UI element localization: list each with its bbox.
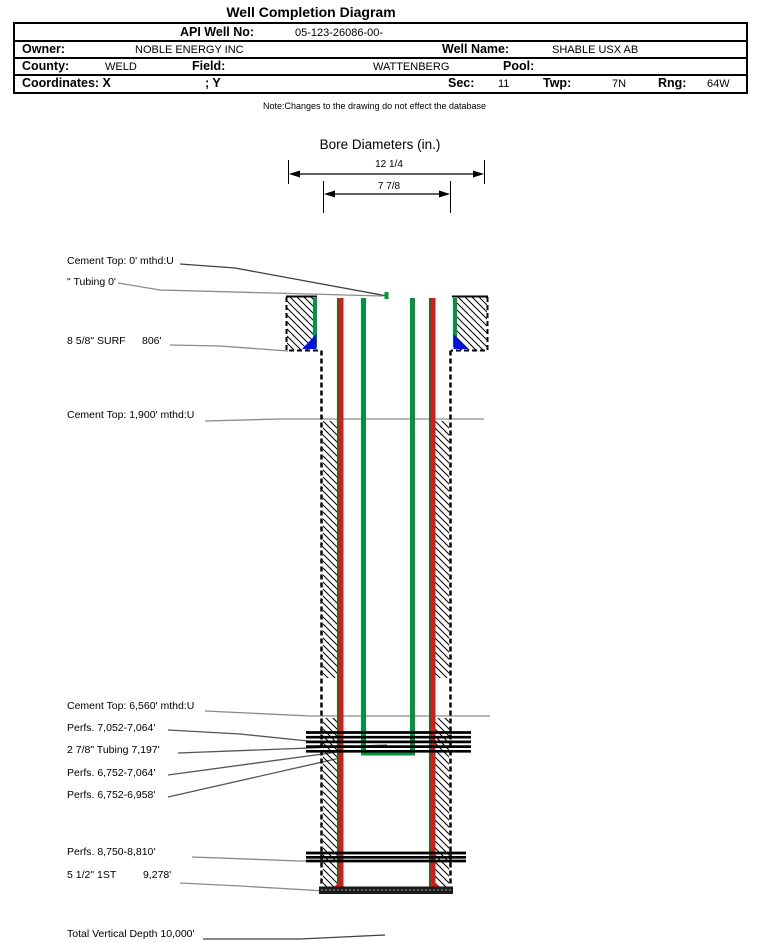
inner-diameter-dimension-line (324, 191, 450, 198)
production-casing-label: 5 1/2" 1ST (67, 869, 117, 881)
perfs-6752-7064-label: Perfs. 6,752-7,064' (67, 767, 156, 779)
tubing-0-label: " Tubing 0' (67, 276, 116, 288)
well-name-value: SHABLE USX AB (552, 44, 639, 56)
owner-label: Owner: (22, 42, 66, 56)
production-casing-depth-label: 9,278' (143, 869, 172, 881)
field-label: Field: (192, 59, 226, 73)
page-title: Well Completion Diagram (226, 4, 396, 20)
rng-value: 64W (707, 78, 730, 90)
perfs-8750-8810-label: Perfs. 8,750-8,810' (67, 846, 156, 858)
cement-top-6560-label: Cement Top: 6,560' mthd:U (67, 700, 195, 712)
api-label: API Well No: (180, 25, 255, 39)
rng-label: Rng: (658, 76, 687, 90)
county-label: County: (22, 59, 70, 73)
twp-value: 7N (612, 78, 627, 90)
surface-shoe-markers (302, 334, 468, 349)
well-name-label: Well Name: (442, 42, 510, 56)
tubing-depth-label: 2 7/8" Tubing 7,197' (67, 744, 160, 756)
api-value: 05-123-26086-00- (295, 27, 384, 39)
sec-label: Sec: (448, 76, 475, 90)
owner-value: NOBLE ENERGY INC (135, 44, 244, 56)
production-casing-lines (337, 298, 436, 888)
outer-diameter-dimension-line (289, 171, 484, 178)
twp-label: Twp: (543, 76, 572, 90)
perfs-6752-6958-label: Perfs. 6,752-6,958' (67, 789, 156, 801)
total-depth-label: Total Vertical Depth 10,000' (67, 928, 195, 940)
bore-diameters-title: Bore Diameters (in.) (319, 137, 441, 152)
database-note: Note:Changes to the drawing do not effect the database (263, 101, 486, 111)
tubing-string (364, 292, 413, 753)
cement-top-0-label: Cement Top: 0' mthd:U (67, 255, 174, 267)
surface-casing-depth-label: 806' (142, 335, 162, 347)
pool-label: Pool: (503, 59, 535, 73)
coordinates-y-label: ; Y (205, 76, 221, 90)
sec-value: 11 (498, 78, 510, 90)
county-value: WELD (105, 61, 137, 73)
inner-diameter-label: 7 7/8 (377, 181, 401, 192)
dimension-ticks (289, 160, 485, 213)
well-bottom-plug (319, 887, 453, 895)
surface-casing-label: 8 5/8" SURF (67, 335, 126, 347)
outer-diameter-label: 12 1/4 (375, 159, 403, 170)
coordinates-label: Coordinates: X (22, 76, 111, 90)
perforations-lower (306, 853, 466, 861)
field-value: WATTENBERG (373, 61, 450, 73)
perfs-7052-7064-label: Perfs. 7,052-7,064' (67, 722, 156, 734)
cement-top-1900-label: Cement Top: 1,900' mthd:U (67, 409, 195, 421)
